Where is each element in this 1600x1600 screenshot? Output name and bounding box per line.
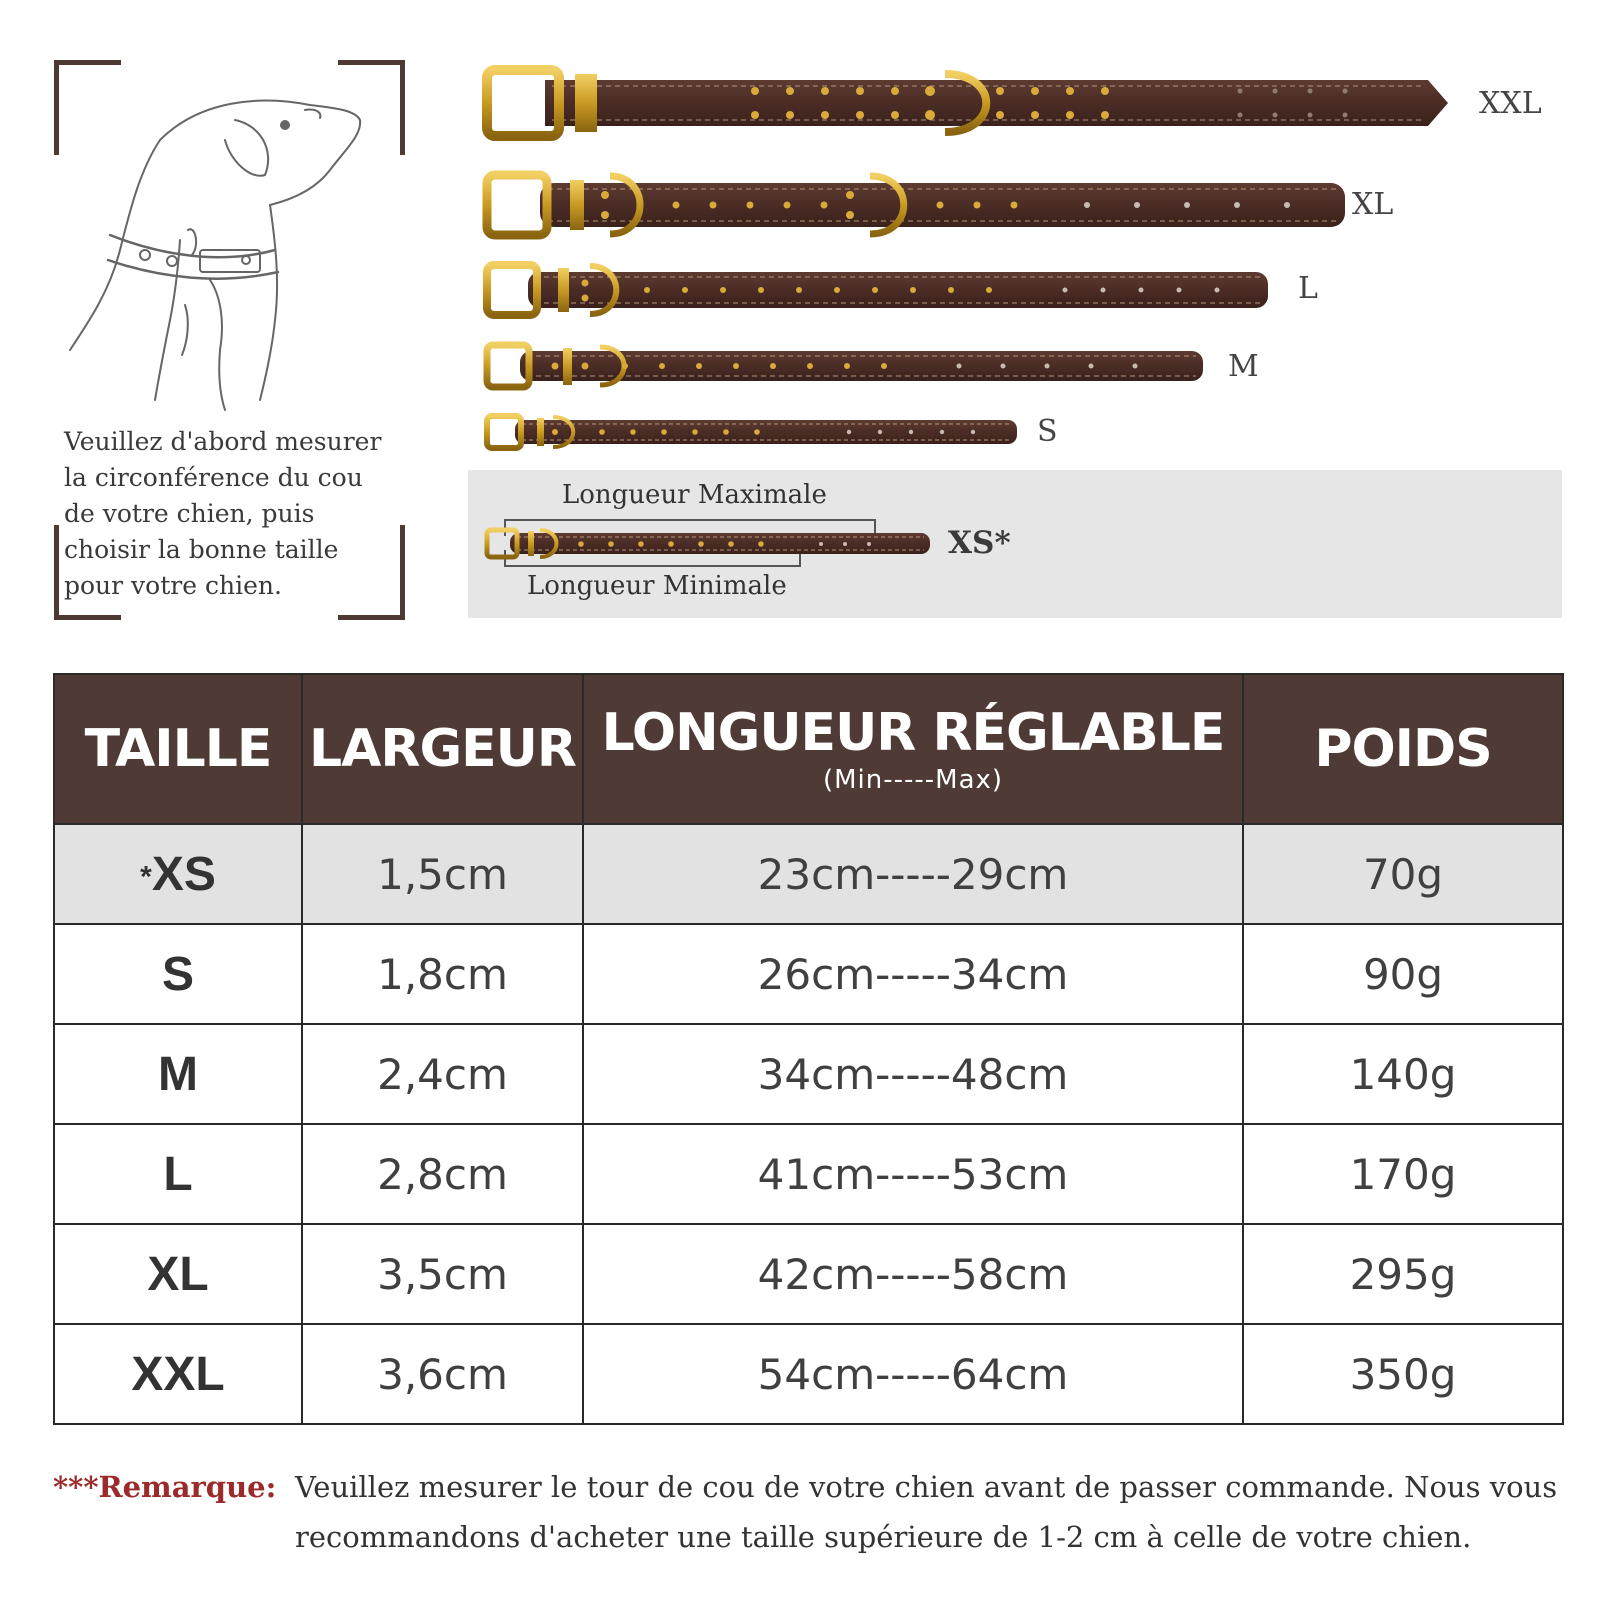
size-cell: M: [54, 1024, 302, 1124]
width-cell: 2,8cm: [302, 1124, 583, 1224]
width-cell: 1,5cm: [302, 824, 583, 924]
table-header-row: [54, 674, 1563, 824]
weight-cell: 350g: [1243, 1324, 1563, 1424]
collar-label-xxl: XXL: [1479, 86, 1542, 121]
header-length-title: LONGUEUR RÉGLABLE: [601, 703, 1225, 763]
collar-xxl: [487, 70, 1448, 136]
table-row: [54, 1124, 1563, 1224]
size-cell: L: [54, 1124, 302, 1224]
size-value: XS: [151, 847, 216, 901]
table-row: [54, 924, 1563, 1024]
length-cell: 26cm-----34cm: [583, 924, 1243, 1024]
weight-cell: 90g: [1243, 924, 1563, 1024]
collar-label-xs: XS*: [948, 525, 1011, 561]
collar-m: [487, 345, 1203, 387]
header-size: TAILLE: [54, 674, 302, 824]
table-row: [54, 1324, 1563, 1424]
collar-xs: [487, 520, 930, 566]
weight-cell: 170g: [1243, 1124, 1563, 1224]
width-cell: 3,5cm: [302, 1224, 583, 1324]
remark-label: ***Remarque:: [53, 1470, 277, 1504]
width-cell: 2,4cm: [302, 1024, 583, 1124]
collar-size-illustrations: [0, 0, 1600, 640]
width-cell: 3,6cm: [302, 1324, 583, 1424]
header-width: LARGEUR: [302, 674, 583, 824]
size-chart-table: [53, 673, 1564, 1425]
size-cell: XXL: [54, 1324, 302, 1424]
remark-note: [53, 1462, 1568, 1562]
weight-cell: 140g: [1243, 1024, 1563, 1124]
intro-instructions: Veuillez d'abord mesurer la circonférence du cou de votre chien, puis choisir la bonne taille pour votre chien.: [64, 427, 382, 600]
collar-label-s: S: [1037, 414, 1058, 449]
collar-s: [487, 416, 1017, 448]
length-cell: 34cm-----48cm: [583, 1024, 1243, 1124]
table-row: [54, 1024, 1563, 1124]
width-cell: 1,8cm: [302, 924, 583, 1024]
remark-text: Veuillez mesurer le tour de cou de votre chien avant de passer commande. Nous vous recommandons d'acheter une taille supérieure de 1-2 cm à celle de votre chien.: [295, 1470, 1558, 1554]
asterisk-mark: *: [140, 859, 152, 893]
table-row: [54, 1224, 1563, 1324]
min-length-label: Longueur Minimale: [527, 571, 787, 601]
collar-label-l: L: [1298, 271, 1318, 306]
table-row: [54, 824, 1563, 924]
max-length-label: Longueur Maximale: [562, 480, 827, 510]
header-length: [583, 674, 1243, 824]
weight-cell: 295g: [1243, 1224, 1563, 1324]
header-weight: POIDS: [1243, 674, 1563, 824]
collar-xl: [487, 175, 1345, 235]
size-cell: XL: [54, 1224, 302, 1324]
collar-label-m: M: [1228, 349, 1259, 384]
length-cell: 41cm-----53cm: [583, 1124, 1243, 1224]
collar-l: [487, 265, 1268, 315]
size-cell: S: [54, 924, 302, 1024]
header-length-sub: (Min-----Max): [822, 765, 1004, 795]
weight-cell: 70g: [1243, 824, 1563, 924]
length-cell: 23cm-----29cm: [583, 824, 1243, 924]
size-cell: [54, 824, 302, 924]
length-cell: 42cm-----58cm: [583, 1224, 1243, 1324]
collar-label-xl: XL: [1352, 187, 1394, 222]
length-cell: 54cm-----64cm: [583, 1324, 1243, 1424]
